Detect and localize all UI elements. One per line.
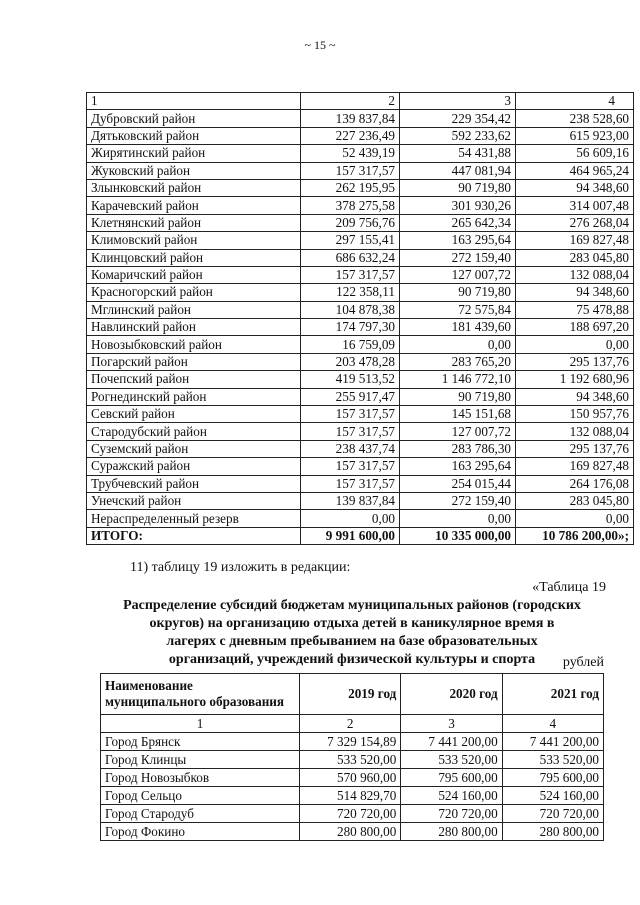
table-row (87, 475, 634, 492)
amount-cell: 145 151,68 (400, 406, 516, 423)
municipality-name-cell: Погарский район (87, 353, 301, 370)
municipality-name-cell: Суражский район (87, 458, 301, 475)
column-header: 2 (301, 93, 400, 110)
table-row (87, 214, 634, 231)
amount-cell: 94 348,60 (516, 179, 634, 196)
heading-line: Распределение субсидий бюджетам муниципальных районов (городских (123, 598, 581, 613)
column-number-row (101, 715, 604, 733)
municipality-name-cell: Злынковский район (87, 179, 301, 196)
table-row (101, 751, 604, 769)
amount-cell: 157 317,57 (301, 406, 400, 423)
amount-cell: 238 528,60 (516, 110, 634, 127)
amount-cell: 533 520,00 (401, 751, 502, 769)
amount-cell: 0,00 (516, 510, 634, 527)
amount-cell: 7 329 154,89 (300, 733, 401, 751)
amount-cell: 720 720,00 (502, 805, 603, 823)
table-row (87, 492, 634, 509)
column-number: 2 (300, 715, 401, 733)
amount-cell: 295 137,76 (516, 440, 634, 457)
total-value: 10 786 200,00»; (516, 527, 634, 544)
table-row (87, 232, 634, 249)
table-caption-number: «Таблица 19 (532, 580, 606, 595)
municipality-name-cell: Город Брянск (101, 733, 300, 751)
amount-cell: 188 697,20 (516, 319, 634, 336)
amount-cell: 447 081,94 (400, 162, 516, 179)
amount-cell: 272 159,40 (400, 492, 516, 509)
table-row (101, 823, 604, 841)
units-label: рублей (562, 655, 604, 670)
amount-cell: 1 146 772,10 (400, 371, 516, 388)
amount-cell: 280 800,00 (401, 823, 502, 841)
amount-cell: 127 007,72 (400, 266, 516, 283)
municipality-name-cell: Мглинский район (87, 301, 301, 318)
amount-cell: 276 268,04 (516, 214, 634, 231)
municipality-name-cell: Нераспределенный резерв (87, 510, 301, 527)
column-number: 4 (502, 715, 603, 733)
amount-cell: 139 837,84 (301, 492, 400, 509)
column-header: Наименование муниципального образования (101, 674, 300, 715)
amount-cell: 264 176,08 (516, 475, 634, 492)
amount-cell: 122 358,11 (301, 284, 400, 301)
amount-cell: 514 829,70 (300, 787, 401, 805)
amount-cell: 255 917,47 (301, 388, 400, 405)
amount-cell: 720 720,00 (300, 805, 401, 823)
municipality-name-cell: Рогнединский район (87, 388, 301, 405)
amount-cell: 181 439,60 (400, 319, 516, 336)
total-row (87, 527, 634, 544)
amount-cell: 157 317,57 (301, 266, 400, 283)
column-header: 4 (516, 93, 634, 110)
municipality-name-cell: Новозыбковский район (87, 336, 301, 353)
municipality-name-cell: Суземский район (87, 440, 301, 457)
table-row (87, 319, 634, 336)
amount-cell: 0,00 (301, 510, 400, 527)
amount-cell: 592 233,62 (400, 127, 516, 144)
municipality-name-cell: Клетнянский район (87, 214, 301, 231)
amount-cell: 56 609,16 (516, 145, 634, 162)
municipality-name-cell: Город Сельцо (101, 787, 300, 805)
table-header-row (87, 93, 634, 110)
column-header: 2019 год (300, 674, 401, 715)
amount-cell: 524 160,00 (502, 787, 603, 805)
table-row (101, 733, 604, 751)
page-number: ~ 15 ~ (304, 38, 336, 52)
column-header: 1 (87, 93, 301, 110)
total-value: 10 335 000,00 (400, 527, 516, 544)
municipality-name-cell: Унечский район (87, 492, 301, 509)
amount-cell: 419 513,52 (301, 371, 400, 388)
amount-cell: 90 719,80 (400, 179, 516, 196)
amount-cell: 795 600,00 (401, 769, 502, 787)
amount-cell: 238 437,74 (301, 440, 400, 457)
amount-cell: 132 088,04 (516, 423, 634, 440)
subsidy-table-continued (86, 92, 634, 545)
amendment-paragraph: 11) таблицу 19 изложить в редакции: (130, 560, 351, 575)
total-label: ИТОГО: (87, 527, 301, 544)
amount-cell: 570 960,00 (300, 769, 401, 787)
amount-cell: 254 015,44 (400, 475, 516, 492)
amount-cell: 229 354,42 (400, 110, 516, 127)
table-row (87, 110, 634, 127)
amount-cell: 533 520,00 (502, 751, 603, 769)
amount-cell: 90 719,80 (400, 284, 516, 301)
amount-cell: 54 431,88 (400, 145, 516, 162)
municipality-name-cell: Почепский район (87, 371, 301, 388)
amount-cell: 615 923,00 (516, 127, 634, 144)
heading-line: организаций, учреждений физической культуры и спорта (168, 652, 536, 667)
amount-cell: 157 317,57 (301, 458, 400, 475)
municipality-name-cell: Карачевский район (87, 197, 301, 214)
table-heading (92, 597, 612, 669)
amount-cell: 169 827,48 (516, 232, 634, 249)
table-row (87, 145, 634, 162)
amount-cell: 94 348,60 (516, 388, 634, 405)
table-row (87, 510, 634, 527)
amount-cell: 203 478,28 (301, 353, 400, 370)
column-number: 1 (101, 715, 300, 733)
amount-cell: 163 295,64 (400, 458, 516, 475)
amount-cell: 139 837,84 (301, 110, 400, 127)
table-row (101, 787, 604, 805)
table-header-row (101, 674, 604, 715)
column-number: 3 (401, 715, 502, 733)
table-row (87, 249, 634, 266)
municipality-name-cell: Город Стародуб (101, 805, 300, 823)
amount-cell: 686 632,24 (301, 249, 400, 266)
table-row (87, 353, 634, 370)
municipality-name-cell: Красногорский район (87, 284, 301, 301)
table-row (87, 423, 634, 440)
amount-cell: 0,00 (400, 336, 516, 353)
amount-cell: 150 957,76 (516, 406, 634, 423)
amount-cell: 265 642,34 (400, 214, 516, 231)
amount-cell: 795 600,00 (502, 769, 603, 787)
amount-cell: 127 007,72 (400, 423, 516, 440)
amount-cell: 262 195,95 (301, 179, 400, 196)
amount-cell: 157 317,57 (301, 162, 400, 179)
amount-cell: 1 192 680,96 (516, 371, 634, 388)
amount-cell: 90 719,80 (400, 388, 516, 405)
amount-cell: 464 965,24 (516, 162, 634, 179)
amount-cell: 132 088,04 (516, 266, 634, 283)
column-header: 2020 год (401, 674, 502, 715)
table-row (87, 336, 634, 353)
amount-cell: 209 756,76 (301, 214, 400, 231)
amount-cell: 157 317,57 (301, 475, 400, 492)
amount-cell: 94 348,60 (516, 284, 634, 301)
total-value: 9 991 600,00 (301, 527, 400, 544)
amount-cell: 297 155,41 (301, 232, 400, 249)
municipality-name-cell: Навлинский район (87, 319, 301, 336)
amount-cell: 157 317,57 (301, 423, 400, 440)
amount-cell: 283 786,30 (400, 440, 516, 457)
amount-cell: 283 045,80 (516, 492, 634, 509)
table-row (101, 805, 604, 823)
municipality-name-cell: Город Новозыбков (101, 769, 300, 787)
amount-cell: 75 478,88 (516, 301, 634, 318)
amount-cell: 72 575,84 (400, 301, 516, 318)
table-row (87, 127, 634, 144)
table-row (87, 406, 634, 423)
amount-cell: 283 765,20 (400, 353, 516, 370)
amount-cell: 533 520,00 (300, 751, 401, 769)
municipality-name-cell: Жирятинский район (87, 145, 301, 162)
municipality-name-cell: Город Фокино (101, 823, 300, 841)
amount-cell: 314 007,48 (516, 197, 634, 214)
table-row (87, 179, 634, 196)
column-header: 3 (400, 93, 516, 110)
municipality-name-cell: Город Клинцы (101, 751, 300, 769)
municipality-name-cell: Трубчевский район (87, 475, 301, 492)
amount-cell: 163 295,64 (400, 232, 516, 249)
column-header: 2021 год (502, 674, 603, 715)
amount-cell: 52 439,19 (301, 145, 400, 162)
amount-cell: 272 159,40 (400, 249, 516, 266)
amount-cell: 174 797,30 (301, 319, 400, 336)
municipality-name-cell: Стародубский район (87, 423, 301, 440)
amount-cell: 524 160,00 (401, 787, 502, 805)
amount-cell: 227 236,49 (301, 127, 400, 144)
table-row (87, 440, 634, 457)
amount-cell: 7 441 200,00 (401, 733, 502, 751)
amount-cell: 169 827,48 (516, 458, 634, 475)
amount-cell: 301 930,26 (400, 197, 516, 214)
heading-line: округов) на организацию отдыха детей в каникулярное время в (149, 616, 555, 631)
camp-subsidy-table (100, 673, 604, 841)
municipality-name-cell: Жуковский район (87, 162, 301, 179)
table-row (87, 371, 634, 388)
amount-cell: 0,00 (400, 510, 516, 527)
amount-cell: 378 275,58 (301, 197, 400, 214)
municipality-name-cell: Дубровский район (87, 110, 301, 127)
amount-cell: 104 878,38 (301, 301, 400, 318)
municipality-name-cell: Комаричский район (87, 266, 301, 283)
municipality-name-cell: Клинцовский район (87, 249, 301, 266)
table-row (87, 162, 634, 179)
table-row (87, 284, 634, 301)
municipality-name-cell: Севский район (87, 406, 301, 423)
amount-cell: 295 137,76 (516, 353, 634, 370)
amount-cell: 7 441 200,00 (502, 733, 603, 751)
municipality-name-cell: Климовский район (87, 232, 301, 249)
amount-cell: 280 800,00 (502, 823, 603, 841)
table-row (101, 769, 604, 787)
table-row (87, 458, 634, 475)
table-row (87, 301, 634, 318)
municipality-name-cell: Дятьковский район (87, 127, 301, 144)
amount-cell: 280 800,00 (300, 823, 401, 841)
amount-cell: 0,00 (516, 336, 634, 353)
heading-line: лагерях с дневным пребыванием на базе образовательных (166, 634, 538, 649)
amount-cell: 16 759,09 (301, 336, 400, 353)
table-row (87, 388, 634, 405)
amount-cell: 283 045,80 (516, 249, 634, 266)
table-row (87, 266, 634, 283)
table-row (87, 197, 634, 214)
amount-cell: 720 720,00 (401, 805, 502, 823)
